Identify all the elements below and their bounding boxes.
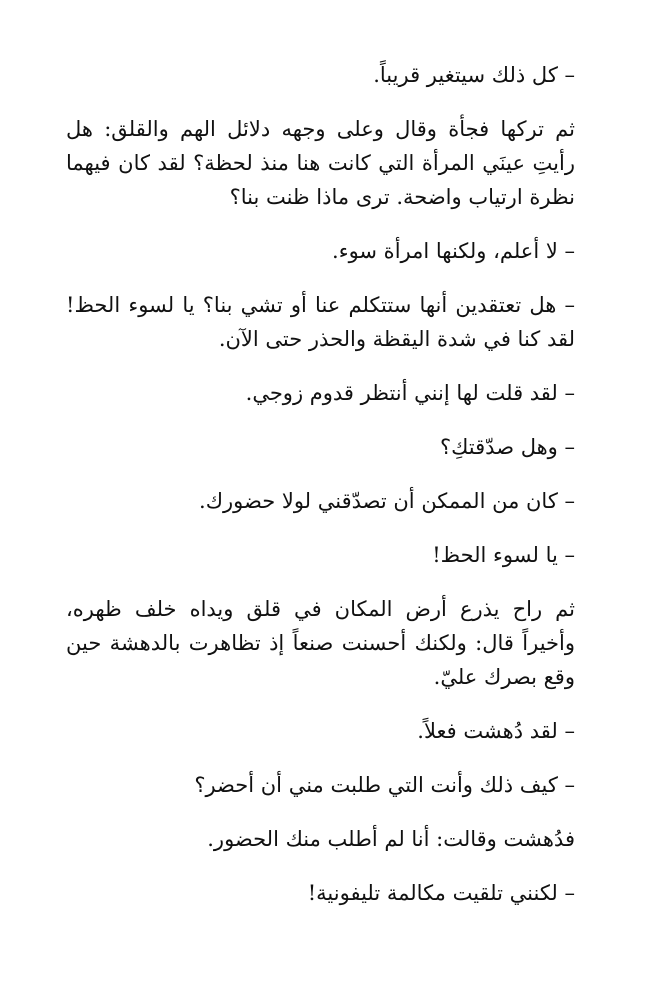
dialog-line: – لكنني تلقيت مكالمة تليفونية! [307, 881, 575, 905]
dialog-line: – كل ذلك سيتغير قريباً. [373, 63, 575, 87]
narrative-paragraph: فدُهشت وقالت: أنا لم أطلب منك الحضور. [207, 827, 575, 851]
dialog-line: – يا لسوء الحظ! [432, 543, 575, 567]
dialog-line: – كان من الممكن أن تصدّقني لولا حضورك. [199, 489, 575, 513]
dialog-line: – لا أعلم، ولكنها امرأة سوء. [332, 239, 575, 263]
dialog-line: – وهل صدّقتكِ؟ [439, 435, 575, 459]
page-text [66, 58, 575, 930]
dialog-line: – هل تعتقدين أنها ستتكلم عنا أو تشي بنا؟ يا لسوء الحظ! لقد كنا في شدة اليقظة والحذر حتى الآن. [66, 293, 575, 351]
dialog-line: – لقد قلت لها إنني أنتظر قدوم زوجي. [245, 381, 575, 405]
dialog-line: – لقد دُهشت فعلاً. [417, 719, 575, 743]
dialog-line: – كيف ذلك وأنت التي طلبت مني أن أحضر؟ [194, 773, 575, 797]
narrative-paragraph: ثم راح يذرع أرض المكان في قلق ويداه خلف ظهره، وأخيراً قال: ولكنك أحسنت صنعاً إذ تظاهرت بالدهشة حين وقع بصرك عليّ. [66, 597, 575, 689]
narrative-paragraph: ثم تركها فجأة وقال وعلى وجهه دلائل الهم والقلق: هل رأيتِ عينَي المرأة التي كانت هنا منذ لحظة؟ لقد كان فيهما نظرة ارتياب واضحة. ترى ماذا ظنت بنا؟ [66, 117, 576, 209]
